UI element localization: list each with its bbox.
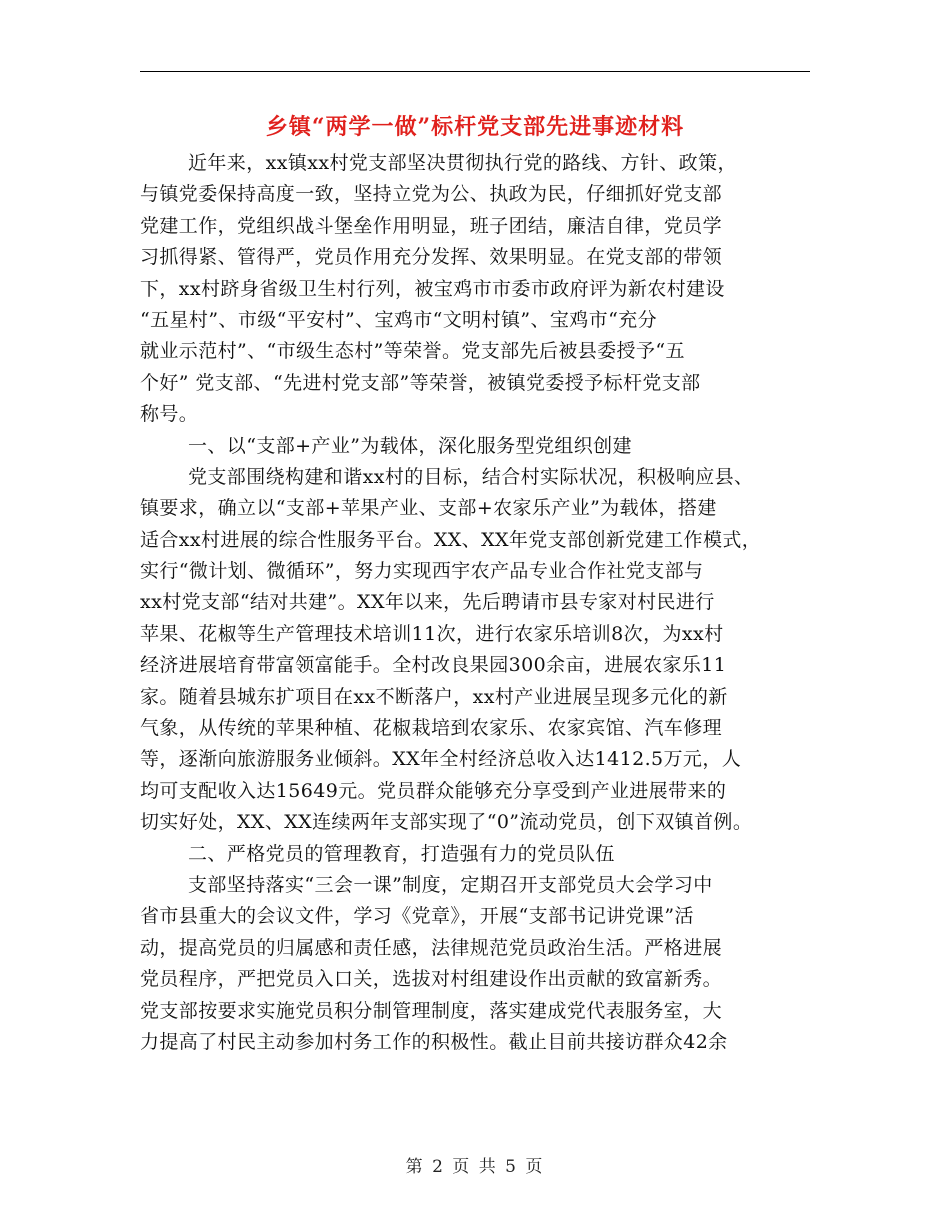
paragraph-line: 均可支配收入达15649元。党员群众能够充分享受到产业进展带来的 [140,779,727,802]
paragraph-line: 习抓得紧、管得严，党员作用充分发挥、效果明显。在党支部的带领 [140,246,723,269]
paragraph-line: 省市县重大的会议文件，学习《党章》，开展“支部书记讲党课”活 [140,905,694,928]
section-heading-1: 一、以“支部+产业”为载体，深化服务型党组织创建 [188,434,632,457]
paragraph-line: 党支部按要求实施党员积分制管理制度，落实建成党代表服务室，大 [140,999,723,1022]
paragraph-line: 动，提高党员的归属感和责任感，法律规范党员政治生活。严格进展 [140,936,723,959]
header-rule [140,71,810,72]
paragraph-line: 家。随着县城东扩项目在xx不断落户，xx村产业进展呈现多元化的新 [140,685,728,708]
paragraph-line: 党建工作，党组织战斗堡垒作用明显，班子团结，廉洁自律，党员学 [140,214,723,237]
paragraph-line: 等，逐渐向旅游服务业倾斜。XX年全村经济总收入达1412.5万元，人 [140,748,742,771]
paragraph-line: 下，xx村跻身省级卫生村行列，被宝鸡市市委市政府评为新农村建设 [140,277,725,300]
paragraph-line: 苹果、花椒等生产管理技术培训11次，进行农家乐培训8次，为xx村 [140,622,724,645]
paragraph-line: 力提高了村民主动参加村务工作的积极性。截止目前共接访群众42余 [140,1030,728,1053]
paragraph-line: 党支部围绕构建和谐xx村的目标，结合村实际状况，积极响应县、 [188,465,754,488]
paragraph-line: 支部坚持落实“三会一课”制度，定期召开支部党员大会学习中 [188,873,713,896]
document-body [140,148,810,1058]
paragraph-line: 适合xx村进展的综合性服务平台。XX、XX年党支部创新党建工作模式， [140,528,762,551]
paragraph-line: xx村党支部“结对共建”。XX年以来，先后聘请市县专家对村民进行 [140,591,715,614]
paragraph-line: “五星村”、市级“平安村”、宝鸡市“文明村镇”、宝鸡市“充分 [140,308,657,331]
paragraph-line: 党员程序，严把党员入口关，选拔对村组建设作出贡献的致富新秀。 [140,968,723,991]
paragraph-line: 镇要求，确立以“支部+苹果产业、支部+农家乐产业”为载体，搭建 [140,497,717,520]
paragraph-line: 实行“微计划、微循环”，努力实现西宇农产品专业合作社党支部与 [140,560,704,583]
paragraph-line: 个好” 党支部、“先进村党支部”等荣誉，被镇党委授予标杆党支部 [140,371,701,394]
paragraph-line: 称号。 [140,403,199,426]
document-title: 乡镇“两学一做”标杆党支部先进事迹材料 [265,114,685,140]
paragraph-line: 近年来，xx镇xx村党支部坚决贯彻执行党的路线、方针、政策， [188,152,737,174]
paragraph-line: 与镇党委保持高度一致，坚持立党为公、执政为民，仔细抓好党支部 [140,183,723,206]
paragraph-line: 气象，从传统的苹果种植、花椒栽培到农家乐、农家宾馆、汽车修理 [140,717,723,740]
paragraph-line: 经济进展培育带富领富能手。全村改良果园300余亩，进展农家乐11 [140,654,727,677]
paragraph-line: 切实好处，XX、XX连续两年支部实现了“0”流动党员，创下双镇首例。 [140,811,753,834]
section-heading-2: 二、严格党员的管理教育，打造强有力的党员队伍 [188,842,615,865]
page-footer: 第 2 页 共 5 页 [405,1157,545,1177]
paragraph-line: 就业示范村”、“市级生态村”等荣誉。党支部先后被县委授予“五 [140,340,685,363]
